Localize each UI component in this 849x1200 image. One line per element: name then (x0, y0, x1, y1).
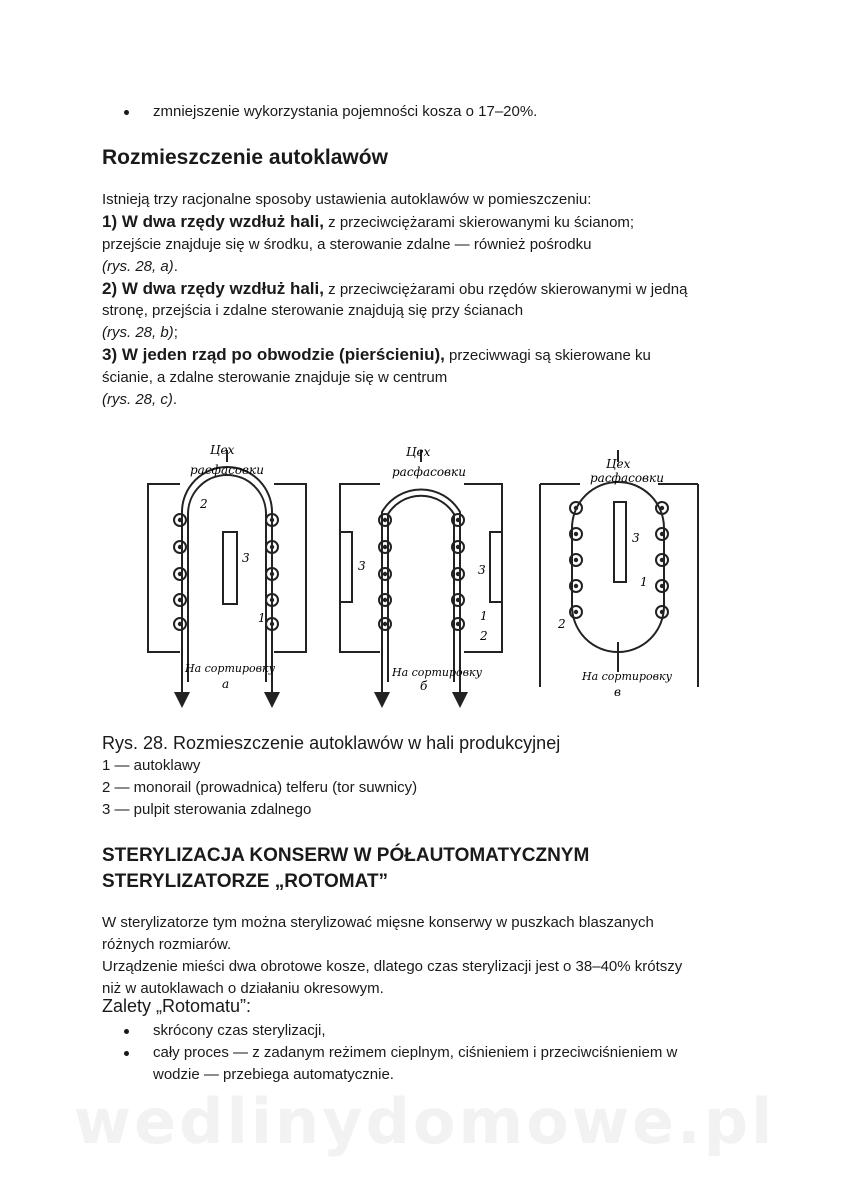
bullet-text: skrócony czas sterylizacji, (153, 1022, 326, 1039)
panel-b-num-3-left: 3 (358, 559, 366, 573)
item1-rest: z przeciwciężarami skierowanymi ku ścianom; (328, 214, 635, 231)
panel-b-num-3-right: 3 (478, 563, 486, 577)
section-title: STERYLIZACJA KONSERW W PÓŁAUTOMATYCZNYM STERYLIZATORZE „ROTOMAT” (102, 845, 590, 892)
panel-c (540, 450, 698, 687)
legend-item: 3 — pulpit sterowania zdalnego (102, 801, 312, 818)
item3-line1 (102, 344, 651, 367)
para2-line1: Urządzenie mieści dwa obrotowe kosze, dlatego czas sterylizacji jest o 38–40% krótszy (102, 958, 683, 975)
item3-rest: przeciwwagi są skierowane ku (449, 347, 651, 364)
item3-ref: (rys. 28, c) (102, 391, 173, 408)
advantages-heading: Zalety „Rotomatu”: (102, 996, 252, 1016)
para1-line2: różnych rozmiarów. (102, 936, 232, 953)
panel-c-autoclaves (570, 502, 668, 618)
bullet-dot (124, 1051, 129, 1056)
item3-lead: 3) W jeden rząd po obwodzie (pierścieniu), (102, 345, 445, 364)
item2-end: ; (173, 324, 178, 341)
item1-ref-line (102, 256, 178, 278)
item1-lead: 1) W dwa rzędy wzdłuż hali, (102, 212, 324, 231)
panel-a-top-label-1: Цех (210, 443, 235, 457)
item3-end: . (172, 391, 178, 408)
panel-c-num-1: 1 (640, 575, 648, 589)
bullet-dot (124, 110, 129, 115)
panel-c-bottom-label: На сортировку (582, 670, 673, 683)
panel-a-num-1: 1 (258, 611, 266, 625)
panel-a-letter: а (222, 677, 230, 691)
legend-item: 1 — autoklawy (102, 757, 201, 774)
panel-b-letter: б (420, 679, 428, 693)
figure-caption: Rys. 28. Rozmieszczenie autoklawów w hali produkcyjnej (102, 733, 561, 753)
autoclave-layout-figure (130, 432, 710, 722)
bullet-dot (124, 1029, 129, 1034)
item2-ref-line (102, 322, 178, 344)
item3-line2: ścianie, a zdalne sterowanie znajduje się w centrum (102, 369, 448, 386)
panel-b-num-1: 1 (480, 609, 488, 623)
item2-line1 (102, 278, 687, 301)
panel-b-num-2: 2 (480, 629, 488, 643)
item2-line2: stronę, przejścia i zdalne sterowanie znajdują się przy ścianach (102, 302, 524, 319)
item1-end: . (173, 258, 178, 275)
bullet-text: wodzie — przebiega automatycznie. (153, 1066, 394, 1083)
panel-c-num-2: 2 (558, 617, 566, 631)
panel-b-bottom-label: На сортировку (392, 666, 483, 679)
panel-a-num-2: 2 (200, 497, 208, 511)
panel-b-autoclaves (379, 514, 464, 630)
panel-c-letter: в (614, 685, 621, 699)
panel-b-top-label-1: Цех (406, 445, 431, 459)
item2-lead: 2) W dwa rzędy wzdłuż hali, (102, 279, 324, 298)
panel-a-num-3: 3 (242, 551, 250, 565)
panel-b-top-label-2: расфасовки (392, 465, 466, 479)
item2-ref: (rys. 28, b) (102, 324, 174, 341)
legend-item: 2 — monorail (prowadnica) telferu (tor suwnicy) (102, 779, 418, 796)
para1-line1: W sterylizatorze tym można sterylizować mięsne konserwy w puszkach blaszanych (102, 914, 654, 931)
intro-text: Istnieją trzy racjonalne sposoby ustawienia autoklawów w pomieszczeniu: (102, 191, 592, 208)
item1-line2: przejście znajduje się w środku, a sterowanie zdalne — również pośrodku (102, 236, 592, 253)
item1-ref: (rys. 28, a) (102, 258, 174, 275)
item3-ref-line (102, 389, 177, 411)
para2-line2: niż w autoklawach o działaniu okresowym. (102, 980, 384, 997)
panel-c-top-label-1: Цех (606, 457, 631, 471)
panel-c-top-label-2: расфасовки (590, 471, 664, 485)
watermark: wedlinydomowe.pl (73, 1085, 776, 1158)
bullet-text: zmniejszenie wykorzystania pojemności kosza o 17–20%. (153, 103, 538, 120)
panel-a-top-label-2: расфасовки (190, 463, 264, 477)
section-title: Rozmieszczenie autoklawów (102, 146, 388, 169)
panel-a-bottom-label: На сортировку (185, 662, 276, 675)
item1-line1 (102, 211, 634, 234)
bullet-text: cały proces — z zadanym reżimem cieplnym, ciśnieniem i przeciwciśnieniem w (153, 1044, 678, 1061)
panel-c-num-3: 3 (632, 531, 640, 545)
item2-rest: z przeciwciężarami obu rzędów skierowanymi w jedną (328, 281, 688, 298)
